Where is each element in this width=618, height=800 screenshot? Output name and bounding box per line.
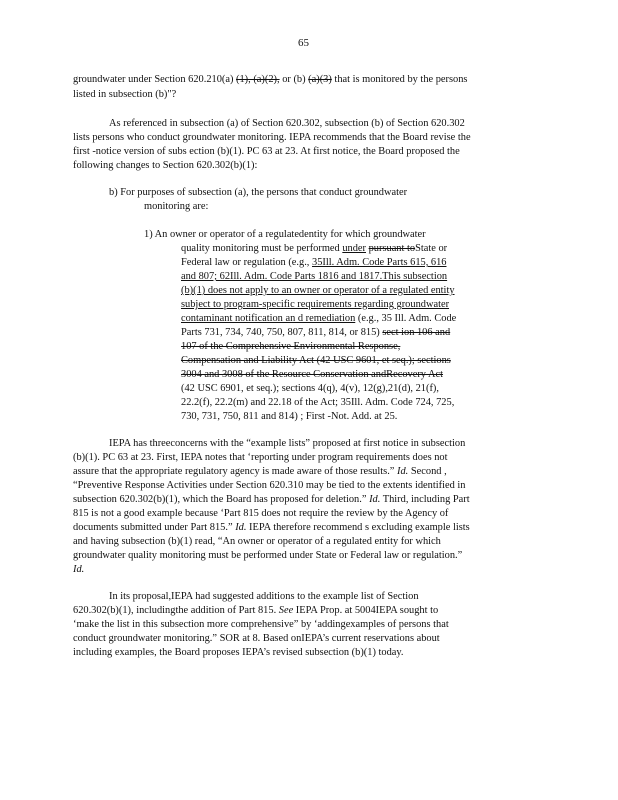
p4-line-4: conduct groundwater monitoring.” SOR at 8. Based onIEPA’s current reservations about bbox=[73, 633, 440, 644]
item-1-line-6: subject to program-specific requirements regarding groundwater bbox=[181, 299, 450, 310]
p4-line-3: ‘make the list in this subsection more comprehensive” by ‘addingexamples of persons that bbox=[73, 619, 449, 630]
item-1-line-10: Compensation and Liability Act (42 USC 9601, et seq.); sections bbox=[181, 355, 451, 366]
p3-line-2: (b)(1). PC 63 at 23. First, IEPA notes that ‘reporting under program requirements does not bbox=[73, 452, 448, 463]
p3-line-8: and having subsection (b)(1) read, “An owner or operator of a regulated entity for which bbox=[73, 536, 441, 547]
p4-line-2: 620.302(b)(1), includingthe addition of Part 815. See IEPA Prop. at 5004IEPA sought to bbox=[73, 605, 439, 616]
item-1-line-11: 3004 and 3008 of the Resource Conservation andRecovery Act bbox=[181, 369, 444, 380]
p3-line-4: “Preventive Response Activities under Section 620.310 may be tied to the extents identified in bbox=[73, 480, 466, 491]
p2-line-1: As referenced in subsection (a) of Section 620.302, subsection (b) of Section 620.302 bbox=[109, 118, 465, 129]
p4-line-5: including examples, the Board proposes IEPA’s revised subsection (b)(1) today. bbox=[73, 647, 404, 658]
item-1-line-12: (42 USC 6901, et seq.); sections 4(q), 4(v), 12(g),21(d), 21(f), bbox=[181, 383, 439, 394]
p2-line-2: lists persons who conduct groundwater monitoring. IEPA recommends that the Board revise the bbox=[73, 132, 471, 143]
item-1-line-3: Federal law or regulation (e.g., 35Ill. Adm. Code Parts 615, 616 bbox=[181, 257, 447, 268]
item-1-line-8: Parts 731, 734, 740, 750, 807, 811, 814, or 815) sect ion 106 and bbox=[181, 327, 451, 338]
item-1-line-4: and 807; 62Ill. Adm. Code Parts 1816 and 1817.This subsection bbox=[181, 271, 448, 282]
p1-line-1: groundwater under Section 620.210(a) (1), (a)(2), or (b) (a)(3) that is monitored by the persons bbox=[73, 74, 468, 85]
p3-line-9: groundwater quality monitoring must be performed under State or Federal law or regulation.” bbox=[73, 550, 463, 561]
item-1-line-5: (b)(1) does not apply to an owner or operator of a regulated entity bbox=[181, 285, 455, 296]
page-number: 65 bbox=[298, 37, 309, 49]
p4-line-1: In its proposal,IEPA had suggested additions to the example list of Section bbox=[109, 591, 419, 602]
item-1-line-9: 107 of the Comprehensive Environmental Response, bbox=[181, 341, 401, 352]
p2-line-4: following changes to Section 620.302(b)(1): bbox=[73, 160, 258, 171]
p3-line-7: documents submitted under Part 815.” Id. IEPA therefore recommend s excluding example lists bbox=[73, 522, 470, 533]
p2-line-3: first -notice version of subs ection (b)(1). PC 63 at 23. At first notice, the Board proposed the bbox=[73, 146, 460, 157]
p3-line-5: subsection 620.302(b)(1), which the Board has proposed for deletion.” Id. Third, including Part bbox=[73, 494, 470, 505]
item-1-line-2: quality monitoring must be performed under pursuant toState or bbox=[181, 243, 448, 254]
p1-line-2: listed in subsection (b)"? bbox=[73, 89, 177, 100]
item-1-line-13: 22.2(f), 22.2(m) and 22.18 of the Act; 35Ill. Adm. Code 724, 725, bbox=[181, 397, 455, 408]
p3-line-10: Id. bbox=[73, 564, 85, 575]
p3-line-3: assure that the appropriate regulatory agency is made aware of those results.” Id. Second , bbox=[73, 466, 447, 477]
item-1-line-1: 1) An owner or operator of a regulatedentity for which groundwater bbox=[144, 229, 426, 240]
subsection-b-line-1: b) For purposes of subsection (a), the persons that conduct groundwater bbox=[109, 187, 408, 198]
item-1-line-7: contaminant notification an d remediation (e.g., 35 Ill. Adm. Code bbox=[181, 313, 457, 324]
p3-line-6: 815 is not a good example because ‘Part 815 does not require the review by the Agency of bbox=[73, 508, 449, 519]
p3-line-1: IEPA has threeconcerns with the “example lists” proposed at first notice in subsection bbox=[109, 438, 466, 449]
item-1-line-14: 730, 731, 750, 811 and 814) ; First -Not. Add. at 25. bbox=[181, 411, 398, 422]
subsection-b-line-2: monitoring are: bbox=[144, 201, 209, 212]
